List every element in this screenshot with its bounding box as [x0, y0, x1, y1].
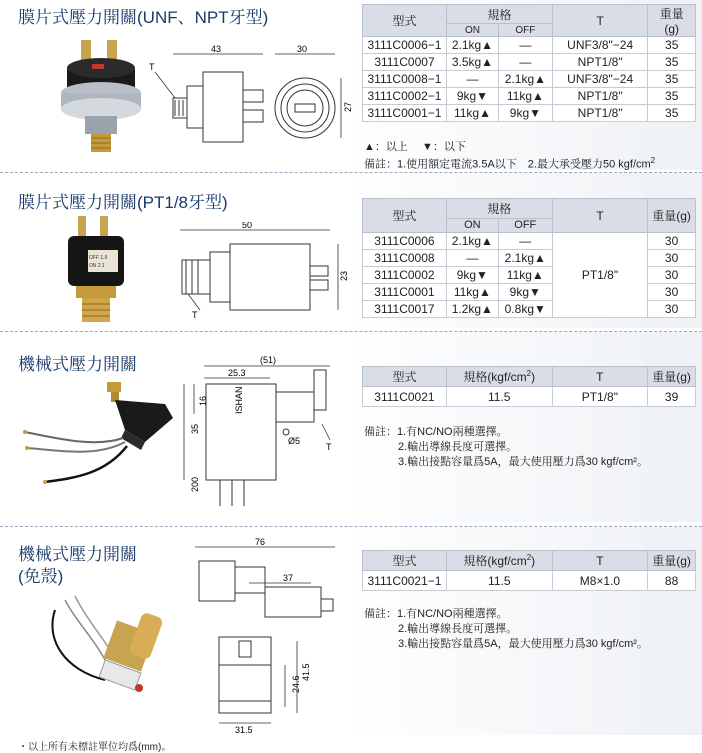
section2-title: 膜片式壓力開關(PT1/8牙型) — [18, 193, 228, 212]
mechanical-switch-photo — [15, 378, 175, 488]
th-model: 型式 — [363, 551, 447, 571]
diaphragm-switch-drawing-1 — [145, 42, 360, 152]
dim-76: 76 — [255, 537, 266, 547]
dim-25-3: 25.3 — [228, 368, 246, 378]
section1-title: 膜片式壓力開關(UNF、NPT牙型) — [18, 8, 269, 27]
legend-note: ▲：以上 ▼：以下 — [364, 141, 466, 153]
th-off: OFF — [498, 218, 552, 232]
th-on: ON — [446, 24, 498, 37]
th-model: 型式 — [363, 199, 447, 233]
table-row: 3111C0008−1 — 2.1kg▲ UNF3/8"−24 35 — [363, 71, 696, 88]
diaphragm-switch-photo-1 — [55, 38, 147, 156]
th-weight: 重量(g) — [648, 5, 696, 37]
th-thread: T — [552, 5, 648, 37]
th-thread: T — [552, 199, 647, 233]
table-row: 3111C0002−1 9kg▼ 11kg▲ NPT1/8" 35 — [363, 88, 696, 105]
mechanical-switch-drawing — [180, 350, 360, 510]
table-row: 3111C0017 1.2kg▲ 0.8kg▼ 30 — [363, 301, 696, 318]
svg-text:ON 2.1: ON 2.1 — [89, 263, 105, 269]
thread-label-t: T — [192, 310, 198, 320]
th-weight: 重量(g) — [648, 367, 696, 387]
dim-41-5: 41.5 — [301, 663, 311, 681]
unit-footnote: ・以上所有未標註單位均爲(mm)。 — [18, 742, 172, 753]
dim-51: (51) — [260, 355, 277, 365]
spec-table-4 — [362, 550, 696, 591]
table-row: 3111C0021−1 11.5 M8×1.0 88 — [363, 571, 696, 591]
table-row: 3111C0006 2.1kg▲ — PT1/8" 30 — [363, 233, 696, 250]
dim-50: 50 — [242, 222, 253, 230]
table-row: 3111C0001 11kg▲ 9kg▼ 30 — [363, 284, 696, 301]
brand-label: ISHAN — [234, 386, 244, 414]
th-weight: 重量(g) — [648, 551, 696, 571]
th-weight: 重量(g) — [648, 199, 696, 233]
dim-35: 35 — [190, 423, 200, 434]
table-row: 3111C0001−1 11kg▲ 9kg▼ NPT1/8" 35 — [363, 105, 696, 122]
dim-31-5: 31.5 — [235, 725, 253, 735]
spec-table-1 — [362, 4, 696, 122]
spec-table-3 — [362, 366, 696, 407]
section4-title: 機械式壓力開關 — [18, 545, 137, 564]
dim-43: 43 — [211, 44, 222, 54]
dim-d5: Ø5 — [288, 436, 301, 446]
dim-16: 16 — [198, 395, 208, 406]
table-row: 3111C0006−1 2.1kg▲ — UNF3/8"−24 35 — [363, 37, 696, 54]
dim-37: 37 — [283, 573, 294, 583]
th-spec: 規格$(kgf/cm^2)$ — [446, 367, 552, 387]
remark-note-3: 備註：1.有NC/NO兩種選擇。 2.輸出導線長度可選擇。 3.輸出接點容量爲5A，最大使用壓力爲30 kgf/cm²。 — [364, 426, 648, 468]
th-thread: T — [552, 367, 648, 387]
th-spec: 規格 — [446, 199, 552, 219]
table-row: 3111C0007 3.5kg▲ — NPT1/8" 35 — [363, 54, 696, 71]
section4-subtitle: (免殼) — [18, 567, 64, 586]
th-model: 型式 — [363, 367, 447, 387]
diaphragm-switch-drawing-2 — [160, 222, 355, 322]
table-row: 3111C0008 — 2.1kg▲ 30 — [363, 250, 696, 267]
spec-table-2 — [362, 198, 696, 318]
thread-label-t: T — [326, 442, 332, 452]
table-row: 3111C0021 11.5 PT1/8" 39 — [363, 387, 696, 407]
remark-note-4: 備註：1.有NC/NO兩種選擇。 2.輸出導線長度可選擇。 3.輸出接點容量爲5A，最大使用壓力爲30 kgf/cm²。 — [364, 608, 648, 650]
th-model: 型式 — [363, 5, 447, 37]
remark-note-1: 備註：1.使用額定電流3.5A以下 2.最大承受壓力50 kgf/$cm^2$ — [364, 156, 656, 171]
mechanical-switch-open-drawing — [185, 537, 355, 737]
th-spec: 規格$(kgf/cm^2)$ — [446, 551, 552, 571]
dim-200: 200 — [190, 476, 200, 492]
diaphragm-switch-photo-2 — [62, 214, 132, 326]
mechanical-switch-open-photo — [35, 590, 175, 710]
section3-title: 機械式壓力開關 — [18, 355, 137, 374]
dim-30: 30 — [297, 44, 308, 54]
dim-23: 23 — [339, 270, 349, 281]
th-off: OFF — [498, 24, 552, 37]
th-spec: 規格 — [446, 5, 552, 24]
dim-24-6: 24.6 — [291, 675, 301, 693]
table-row: 3111C0002 9kg▼ 11kg▲ 30 — [363, 267, 696, 284]
th-on: ON — [446, 218, 498, 232]
th-thread: T — [552, 551, 648, 571]
thread-label-t: T — [149, 62, 155, 72]
svg-text:OFF 1.9: OFF 1.9 — [89, 255, 108, 261]
merged-thread-cell: PT1/8" — [552, 233, 647, 318]
dim-27: 27 — [343, 101, 353, 112]
